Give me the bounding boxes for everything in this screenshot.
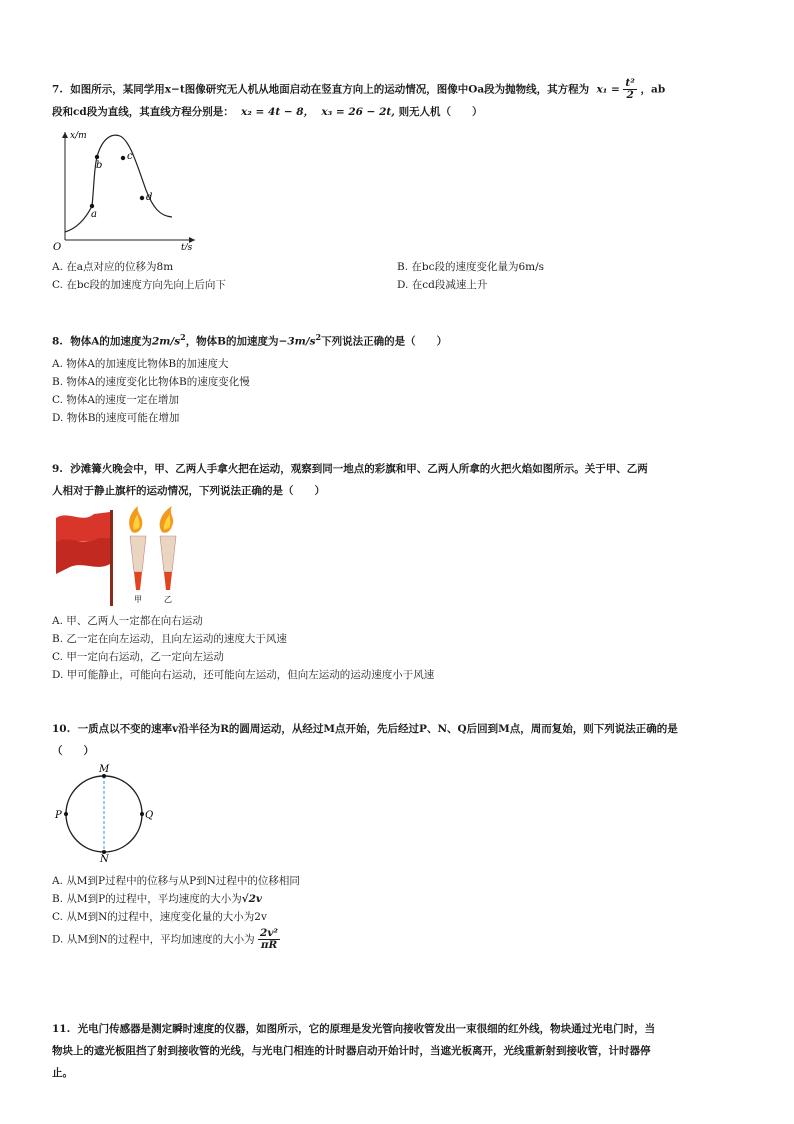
y-axis-label: x/m: [70, 131, 87, 141]
torch-handle: [164, 572, 172, 590]
point-c-label: c: [127, 151, 133, 162]
point-p: [64, 812, 68, 816]
point-q: [140, 812, 144, 816]
question-text: 段和cd段为直线，其直线方程分别是：: [52, 106, 234, 118]
question-number: 9.: [52, 463, 63, 475]
question-text: 物体A的加速度为: [70, 335, 152, 348]
point-a-label: a: [91, 209, 97, 220]
torch-yi: [160, 506, 176, 590]
label-m: M: [99, 764, 110, 775]
origin-label: O: [53, 242, 62, 250]
question-8: [52, 326, 752, 427]
question-text: 如图所示，某同学用x−t图像研究无人机从地面启动在竖直方向上的运动情况，图像中Oa段为抛物线，其方程为: [70, 83, 590, 96]
question-9-stem: [52, 458, 752, 502]
question-text: 则无人机（ ）: [398, 106, 483, 118]
option-c[interactable]: C. 在bc段的加速度方向先向上后向下: [52, 279, 226, 291]
option-d[interactable]: D. 物体B的速度可能在增加: [52, 411, 180, 424]
label-p: P: [55, 810, 62, 821]
question-7: [52, 78, 752, 123]
option-d[interactable]: D. 在cd段减速上升: [397, 279, 488, 291]
question-text: 止。: [52, 1067, 73, 1079]
question-10-stem: [52, 718, 752, 762]
fraction-numerator: t²: [625, 77, 635, 89]
question-number: 11.: [52, 1023, 71, 1035]
option-b-text: B. 从M到P的过程中，平均速度的大小为: [52, 893, 242, 905]
option-a[interactable]: A. 甲、乙两人一定都在向右运动: [52, 615, 203, 627]
torch-body: [130, 536, 146, 572]
xt-curve: [65, 135, 172, 232]
question-text: 物块上的遮光板阻挡了射到接收管的光线，与光电门相连的计时器启动开始计时，当遮光板离开，光线重新射到接收管，计时器停: [52, 1045, 651, 1057]
x-axis-label: t/s: [181, 243, 193, 250]
option-b[interactable]: B. 在bc段的速度变化量为6m/s: [397, 261, 545, 273]
question-10: [52, 718, 752, 762]
option-c[interactable]: C. 甲一定向右运动，乙一定向左运动: [52, 651, 224, 663]
point-b: [95, 155, 99, 159]
option-b[interactable]: [52, 890, 752, 908]
question-text: 沙滩篝火晚会中，甲、乙两人手拿火把在运动，观察到同一地点的彩旗和甲、乙两人所拿的火把火焰如图所示。关于甲、乙两: [70, 463, 648, 475]
label-yi: 乙: [164, 595, 172, 604]
flag-2: [56, 538, 110, 574]
option-d[interactable]: [52, 928, 752, 951]
question-11: [52, 1018, 752, 1084]
equation-x3: x₃ = 26 − 2t,: [321, 106, 395, 118]
torch-handle: [134, 572, 142, 590]
option-b[interactable]: B. 物体A的速度变化比物体B的速度变化慢: [52, 375, 250, 388]
question-text: （ ）: [52, 745, 94, 757]
equation-x1-fraction: [623, 78, 636, 101]
torch-jia: [129, 506, 146, 590]
option-c[interactable]: C. 物体A的速度一定在增加: [52, 393, 179, 406]
question-number: 10.: [52, 723, 71, 735]
question-number: 8.: [52, 335, 63, 348]
question-number: 7.: [52, 83, 63, 96]
option-a[interactable]: A. 物体A的加速度比物体B的加速度大: [52, 357, 229, 370]
option-b-math: √2v: [241, 893, 263, 905]
equation-x2: x₂ = 4t − 8，: [241, 106, 315, 118]
option-b[interactable]: B. 乙一定在向左运动，且向左运动的速度大于风速: [52, 633, 287, 645]
torch-body: [160, 536, 176, 572]
question-10-options: [52, 872, 752, 951]
question-text: ，物体B的加速度为: [185, 335, 279, 348]
fraction-numerator: 2v²: [260, 927, 279, 939]
option-a[interactable]: A. 在a点对应的位移为8m: [52, 261, 174, 273]
option-c[interactable]: C. 从M到N的过程中，速度变化量的大小为2v: [52, 911, 267, 923]
question-11-stem: [52, 1018, 752, 1084]
point-b-label: b: [96, 160, 103, 171]
circle-figure: [52, 762, 162, 864]
label-n: N: [100, 854, 109, 864]
superscript: 2: [315, 332, 322, 342]
xt-graph: [50, 128, 200, 250]
point-d-label: d: [146, 192, 153, 203]
question-text: 人相对于静止旗杆的运动情况，下列说法正确的是（ ）: [52, 485, 325, 497]
option-d[interactable]: D. 甲可能静止，可能向右运动，还可能向左运动，但向左运动的运动速度小于风速: [52, 669, 435, 681]
question-8-stem: [52, 326, 752, 353]
label-jia: 甲: [134, 595, 142, 604]
point-a: [90, 204, 94, 208]
question-text: 下列说法正确的是（ ）: [321, 335, 448, 348]
question-text: 光电门传感器是测定瞬时速度的仪器，如图所示，它的原理是发光管向接收管发出一束很细的红外线，物块通过光电门时，当: [77, 1023, 656, 1035]
fraction-denominator: πR: [260, 939, 278, 951]
question-9: [52, 458, 752, 502]
question-9-options: [52, 612, 752, 684]
question-7-options: [52, 258, 752, 294]
question-text: 一质点以不变的速率v沿半径为R的圆周运动，从经过M点开始，先后经过P、N、Q后回到M点，周而复始，则下列说法正确的是: [77, 723, 678, 735]
question-text: ，ab: [640, 83, 666, 96]
question-7-stem: [52, 78, 752, 123]
option-d-fraction: [258, 928, 280, 951]
y-axis-arrow: [62, 132, 68, 138]
acceleration-b: −3m/s: [278, 335, 316, 348]
fraction-denominator: 2: [626, 89, 634, 101]
point-d: [140, 196, 144, 200]
label-q: Q: [145, 810, 154, 821]
flag-torch-figure: [52, 502, 192, 606]
option-a[interactable]: A. 从M到P过程中的位移与从P到N过程中的位移相同: [52, 875, 300, 887]
superscript: 2: [180, 332, 186, 342]
point-c: [121, 156, 125, 160]
flag-pole: [110, 510, 113, 606]
option-d-text: D. 从M到N的过程中，平均加速度的大小为: [52, 933, 255, 946]
equation-x1-lhs: x₁ =: [596, 83, 620, 96]
acceleration-a: 2m/s: [151, 335, 181, 348]
